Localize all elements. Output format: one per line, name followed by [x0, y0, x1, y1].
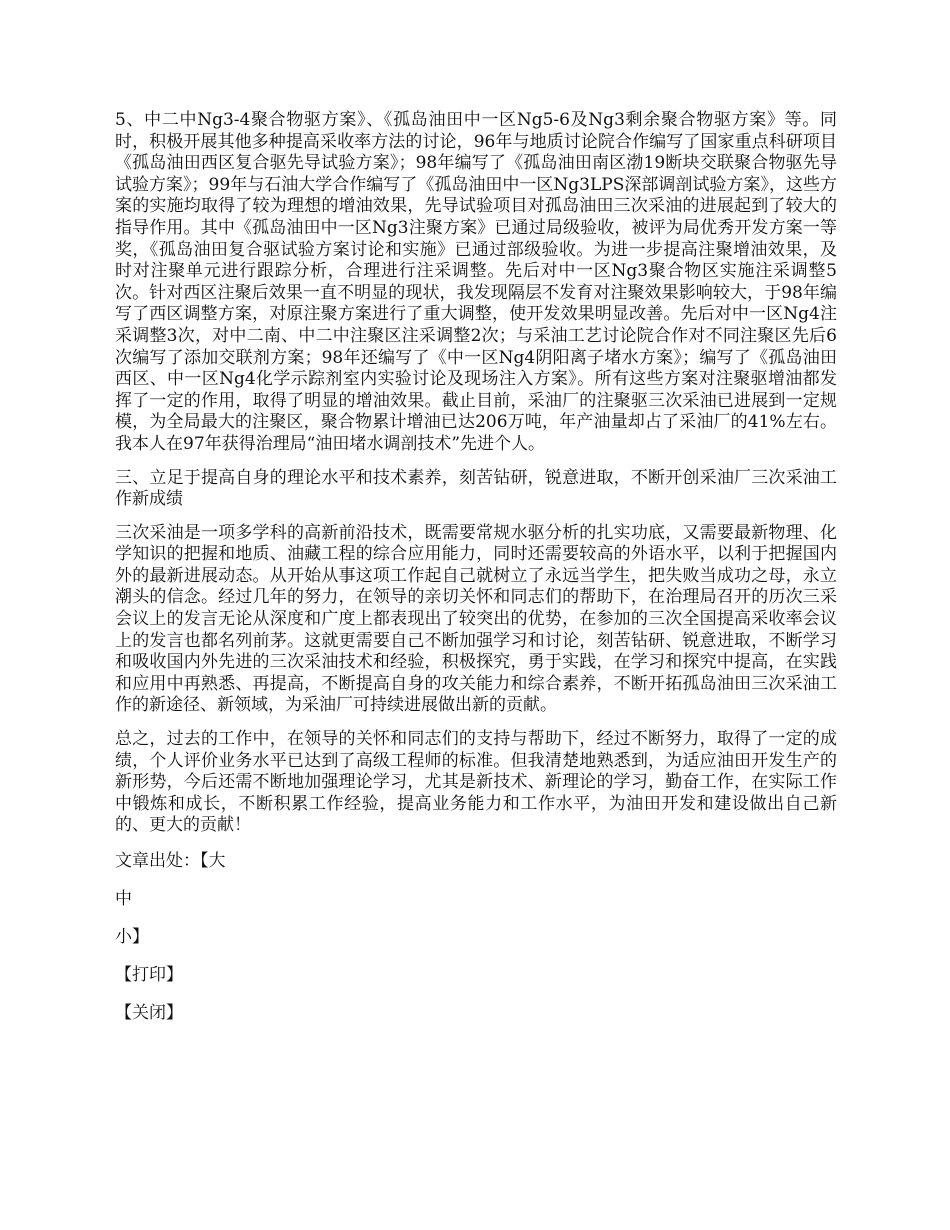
source-line-label[interactable]: 文章出处：【大 [115, 851, 226, 871]
paragraph-summary: 总之，过去的工作中，在领导的关怀和同志们的支持与帮助下，经过不断努力，取得了一定的成绩，个人评价业务水平已达到了高级工程师的标准。但我清楚地熟悉到，为适应油田开发生产的新形势，今后还需不断地加强理论学习，尤其是新技术、新理论的学习，勤奋工作，在实际工作中锻炼和成长，不断积累工作经验，提高业务能力和工作水平，为油田开发和建设做出自己新的、更大的贡献！ [115, 729, 837, 836]
section-heading: 三、立足于提高自身的理论水平和技术素养，刻苦钻研，锐意进取，不断开创采油厂三次采油工作新成绩 [115, 467, 837, 510]
paragraph-theory: 三次采油是一项多学科的高新前沿技术，既需要常规水驱分析的扎实功底，又需要最新物理、化学知识的把握和地质、油藏工程的综合应用能力，同时还需要较高的外语水平，以利于把握国内外的最新进展动态。从开始从事这项工作起自己就树立了永远当学生，把失败当成功之母，永立潮头的信念。经过几年的努力，在领导的亲切关怀和同志们的帮助下，在治理局召开的历次三采会议上的发言无论从深度和广度上都表现出了较突出的优势，在参加的三次全国提高采收率会议上的发言也都名列前茅。这就更需要自己不断加强学习和讨论，刻苦钻研、锐意进取，不断学习和吸收国内外先进的三次采油技术和经验，积极探究，勇于实践，在学习和探究中提高，在实践和应用中再熟悉、再提高，不断提高自身的攻关能力和综合素养，不断开拓孤岛油田三次采油工作的新途径、新领域，为采油厂可持续进展做出新的贡献。 [115, 522, 837, 716]
paragraph-plans: 5、中二中Ng3-4聚合物驱方案》、《孤岛油田中一区Ng5-6及Ng3剩余聚合物驱方案》等。同时，积极开展其他多种提高采收率方法的讨论，96年与地质讨论院合作编写了国家重点科研项目《孤岛油田西区复合驱先导试验方案》；98年编写了《孤岛油田南区渤19断块交联聚合物驱先导试验方案》；99年与石油大学合作编写了《孤岛油田中一区Ng3LPS深部调剖试验方案》，这些方案的实施均取得了较为理想的增油效果，先导试验项目对孤岛油田三次采油的进展起到了较大的指导作用。其中《孤岛油田中一区Ng3注聚方案》已通过局级验收，被评为局优秀开发方案一等奖，《孤岛油田复合驱试验方案讨论和实施》已通过部级验收。为进一步提高注聚增油效果，及时对注聚单元进行跟踪分析，合理进行注采调整。先后对中一区Ng3聚合物区实施注采调整5次。针对西区注聚后效果一直不明显的现状，我发现隔层不发育对注聚效果影响较大，于98年编写了西区调整方案，对原注聚方案进行了重大调整，使开发效果明显改善。先后对中一区Ng4注采调整3次，对中二南、中二中注聚区注采调整2次；与采油工艺讨论院合作对不同注聚区先后6次编写了添加交联剂方案；98年还编写了《中一区Ng4阴阳离子堵水方案》；编写了《孤岛油田西区、中一区Ng4化学示踪剂室内实验讨论及现场注入方案》。所有这些方案对注聚驱增油都发挥了一定的作用，取得了明显的增油效果。截止目前，采油厂的注聚驱三次采油已进展到一定规模，为全局最大的注聚区，聚合物累计增油已达206万吨，年产油量却占了采油厂的41%左右。我本人在97年获得治理局“油田堵水调剖技术”先进个人。 [115, 110, 837, 454]
font-size-small-link[interactable]: 小】 [115, 927, 149, 947]
document-body [115, 110, 837, 1039]
close-link[interactable]: 【关闭】 [115, 1003, 183, 1023]
print-link[interactable]: 【打印】 [115, 965, 183, 985]
font-size-middle-link[interactable]: 中 [115, 889, 132, 909]
